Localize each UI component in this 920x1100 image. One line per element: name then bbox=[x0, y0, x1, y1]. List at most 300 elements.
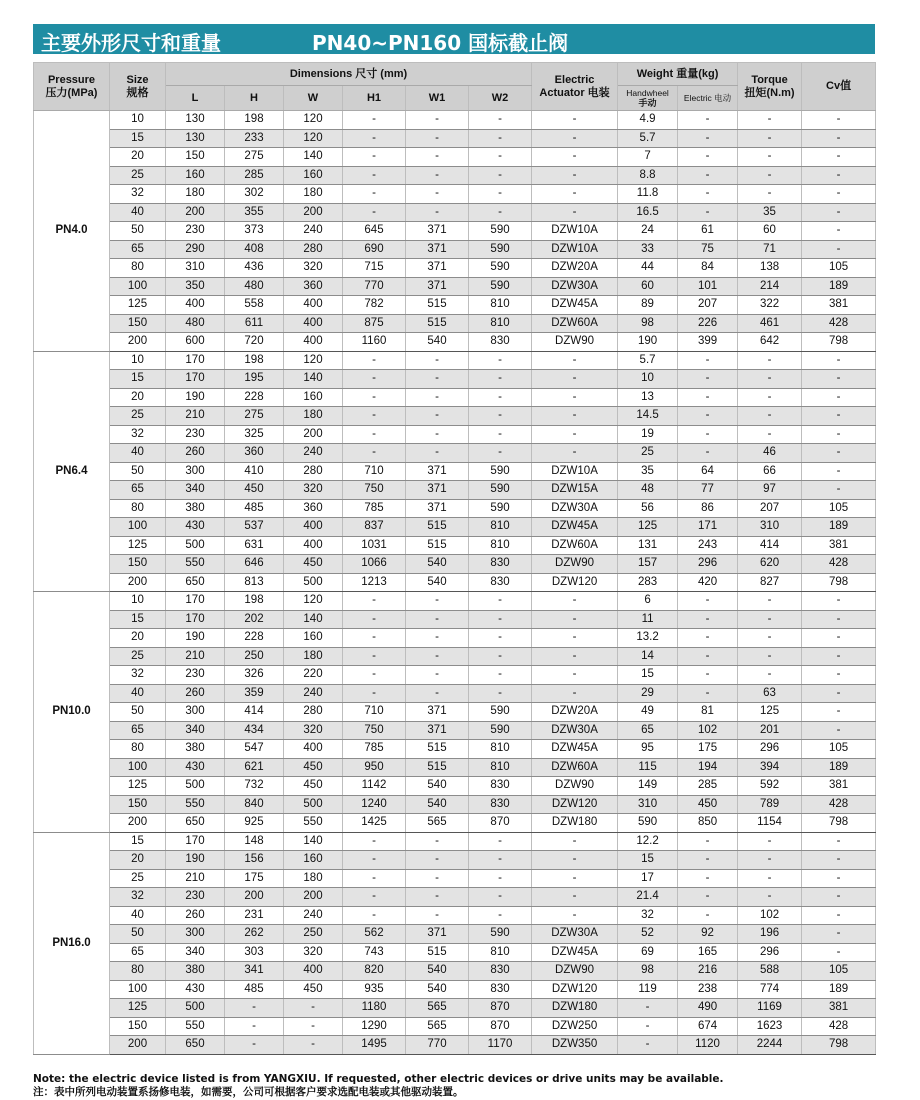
table-cell: 870 bbox=[469, 814, 532, 833]
table-cell: - bbox=[469, 832, 532, 851]
table-cell: 300 bbox=[166, 925, 225, 944]
table-cell: - bbox=[532, 592, 618, 611]
table-cell: - bbox=[802, 203, 876, 222]
table-cell: 63 bbox=[738, 684, 802, 703]
table-cell: - bbox=[532, 610, 618, 629]
table-cell: 105 bbox=[802, 962, 876, 981]
table-cell: - bbox=[618, 1036, 678, 1055]
table-row bbox=[34, 777, 876, 796]
table-cell: - bbox=[678, 869, 738, 888]
table-cell: 732 bbox=[225, 777, 284, 796]
table-cell: - bbox=[678, 111, 738, 130]
table-cell: 590 bbox=[469, 222, 532, 241]
table-cell: 420 bbox=[678, 573, 738, 592]
footnote-en: Note: the electric device listed is from YANGXIU. If requested, other electric devices or drive units may be available. bbox=[33, 1073, 724, 1085]
table-cell: 50 bbox=[110, 925, 166, 944]
table-cell: 590 bbox=[469, 277, 532, 296]
table-cell: 98 bbox=[618, 962, 678, 981]
table-cell: - bbox=[802, 462, 876, 481]
table-cell: 296 bbox=[738, 943, 802, 962]
table-cell: - bbox=[469, 888, 532, 907]
table-cell: 157 bbox=[618, 555, 678, 574]
table-cell: 550 bbox=[284, 814, 343, 833]
table-cell: - bbox=[678, 592, 738, 611]
table-cell: 340 bbox=[166, 481, 225, 500]
table-cell: 400 bbox=[284, 296, 343, 315]
table-cell: 150 bbox=[110, 555, 166, 574]
table-cell: 280 bbox=[284, 240, 343, 259]
table-cell: - bbox=[343, 684, 406, 703]
table-cell: 642 bbox=[738, 333, 802, 352]
table-row bbox=[34, 555, 876, 574]
table-cell: 360 bbox=[284, 277, 343, 296]
table-cell: 1290 bbox=[343, 1017, 406, 1036]
table-cell: 935 bbox=[343, 980, 406, 999]
table-cell: 355 bbox=[225, 203, 284, 222]
table-cell: 198 bbox=[225, 111, 284, 130]
table-cell: - bbox=[469, 185, 532, 204]
table-cell: 150 bbox=[110, 314, 166, 333]
table-cell: 715 bbox=[343, 259, 406, 278]
table-cell: - bbox=[406, 203, 469, 222]
table-cell: 32 bbox=[110, 666, 166, 685]
table-cell: 850 bbox=[678, 814, 738, 833]
table-cell: 798 bbox=[802, 333, 876, 352]
table-cell: 65 bbox=[110, 481, 166, 500]
table-cell: 590 bbox=[469, 462, 532, 481]
table-cell: DZW10A bbox=[532, 240, 618, 259]
table-cell: DZW250 bbox=[532, 1017, 618, 1036]
table-cell: - bbox=[802, 370, 876, 389]
table-cell: 200 bbox=[284, 425, 343, 444]
table-cell: 1425 bbox=[343, 814, 406, 833]
table-cell: - bbox=[532, 129, 618, 148]
table-cell: 125 bbox=[110, 296, 166, 315]
table-cell: 46 bbox=[738, 444, 802, 463]
table-cell: - bbox=[738, 351, 802, 370]
table-cell: DZW30A bbox=[532, 277, 618, 296]
table-cell: 810 bbox=[469, 314, 532, 333]
table-cell: 200 bbox=[284, 203, 343, 222]
table-cell: 175 bbox=[225, 869, 284, 888]
table-cell: 830 bbox=[469, 962, 532, 981]
header-dim-w2: W2 bbox=[469, 86, 532, 111]
table-cell: - bbox=[469, 203, 532, 222]
table-cell: 810 bbox=[469, 518, 532, 537]
table-cell: 1066 bbox=[343, 555, 406, 574]
table-cell: - bbox=[802, 351, 876, 370]
table-cell: 300 bbox=[166, 703, 225, 722]
table-cell: - bbox=[406, 666, 469, 685]
table-cell: DZW350 bbox=[532, 1036, 618, 1055]
table-cell: - bbox=[532, 425, 618, 444]
table-cell: 125 bbox=[110, 536, 166, 555]
table-row bbox=[34, 166, 876, 185]
table-cell: - bbox=[406, 407, 469, 426]
table-cell: 5.7 bbox=[618, 129, 678, 148]
table-cell: 65 bbox=[110, 721, 166, 740]
table-cell: 590 bbox=[469, 925, 532, 944]
table-cell: 490 bbox=[678, 999, 738, 1018]
table-cell: 260 bbox=[166, 906, 225, 925]
table-row bbox=[34, 203, 876, 222]
table-cell: 214 bbox=[738, 277, 802, 296]
table-cell: - bbox=[469, 869, 532, 888]
table-cell: 6 bbox=[618, 592, 678, 611]
table-cell: 21.4 bbox=[618, 888, 678, 907]
table-cell: - bbox=[802, 851, 876, 870]
table-cell: - bbox=[532, 888, 618, 907]
table-cell: 15 bbox=[110, 610, 166, 629]
header-cv: Cv值 bbox=[802, 63, 876, 111]
title-right: PN40~PN160 国标截止阀 bbox=[312, 31, 569, 55]
table-cell: - bbox=[802, 185, 876, 204]
table-cell: 830 bbox=[469, 980, 532, 999]
table-row bbox=[34, 703, 876, 722]
table-cell: 558 bbox=[225, 296, 284, 315]
table-cell: DZW10A bbox=[532, 462, 618, 481]
table-cell: 228 bbox=[225, 629, 284, 648]
table-cell: 810 bbox=[469, 943, 532, 962]
table-cell: - bbox=[802, 684, 876, 703]
table-cell: 371 bbox=[406, 277, 469, 296]
table-cell: 66 bbox=[738, 462, 802, 481]
table-cell: 189 bbox=[802, 758, 876, 777]
table-cell: 140 bbox=[284, 832, 343, 851]
table-cell: - bbox=[532, 351, 618, 370]
table-row bbox=[34, 518, 876, 537]
table-cell: 360 bbox=[225, 444, 284, 463]
table-cell: 210 bbox=[166, 869, 225, 888]
table-cell: 125 bbox=[738, 703, 802, 722]
table-cell: - bbox=[532, 444, 618, 463]
table-cell: DZW15A bbox=[532, 481, 618, 500]
table-cell: - bbox=[802, 666, 876, 685]
table-cell: 320 bbox=[284, 721, 343, 740]
table-row bbox=[34, 351, 876, 370]
table-cell: 190 bbox=[166, 388, 225, 407]
table-cell: 320 bbox=[284, 259, 343, 278]
table-cell: 98 bbox=[618, 314, 678, 333]
table-row bbox=[34, 758, 876, 777]
table-cell: 10 bbox=[110, 111, 166, 130]
table-cell: 100 bbox=[110, 980, 166, 999]
table-cell: 102 bbox=[738, 906, 802, 925]
table-cell: 15 bbox=[110, 129, 166, 148]
table-cell: 275 bbox=[225, 407, 284, 426]
table-cell: 381 bbox=[802, 536, 876, 555]
table-cell: - bbox=[406, 370, 469, 389]
table-cell: 280 bbox=[284, 703, 343, 722]
table-cell: 240 bbox=[284, 684, 343, 703]
table-cell: 500 bbox=[284, 573, 343, 592]
table-cell: DZW30A bbox=[532, 499, 618, 518]
table-cell: 340 bbox=[166, 943, 225, 962]
table-cell: 515 bbox=[406, 536, 469, 555]
table-cell: - bbox=[406, 444, 469, 463]
table-cell: - bbox=[738, 869, 802, 888]
table-cell: - bbox=[343, 166, 406, 185]
table-cell: - bbox=[738, 851, 802, 870]
table-cell: 830 bbox=[469, 777, 532, 796]
table-cell: - bbox=[343, 647, 406, 666]
table-cell: 631 bbox=[225, 536, 284, 555]
header-weight: Weight 重量(kg) bbox=[618, 63, 738, 86]
table-row bbox=[34, 462, 876, 481]
table-cell: 230 bbox=[166, 888, 225, 907]
table-cell: 430 bbox=[166, 758, 225, 777]
table-cell: - bbox=[532, 832, 618, 851]
table-cell: 547 bbox=[225, 740, 284, 759]
table-cell: - bbox=[802, 647, 876, 666]
table-row bbox=[34, 370, 876, 389]
table-cell: 119 bbox=[618, 980, 678, 999]
table-row bbox=[34, 333, 876, 352]
table-cell: 450 bbox=[225, 481, 284, 500]
table-cell: 515 bbox=[406, 296, 469, 315]
table-cell: - bbox=[343, 111, 406, 130]
table-cell: 175 bbox=[678, 740, 738, 759]
table-cell: 720 bbox=[225, 333, 284, 352]
table-cell: 485 bbox=[225, 499, 284, 518]
table-cell: 285 bbox=[225, 166, 284, 185]
table-cell: - bbox=[802, 481, 876, 500]
table-cell: 130 bbox=[166, 129, 225, 148]
table-cell: - bbox=[343, 629, 406, 648]
table-cell: 25 bbox=[110, 869, 166, 888]
table-cell: 326 bbox=[225, 666, 284, 685]
table-row bbox=[34, 425, 876, 444]
table-cell: - bbox=[343, 906, 406, 925]
table-row bbox=[34, 481, 876, 500]
table-cell: 810 bbox=[469, 740, 532, 759]
table-cell: 540 bbox=[406, 980, 469, 999]
table-cell: - bbox=[406, 111, 469, 130]
table-cell: 500 bbox=[166, 536, 225, 555]
table-cell: 8.8 bbox=[618, 166, 678, 185]
table-cell: 260 bbox=[166, 444, 225, 463]
table-cell: 216 bbox=[678, 962, 738, 981]
table-cell: - bbox=[469, 351, 532, 370]
table-cell: 131 bbox=[618, 536, 678, 555]
table-cell: 300 bbox=[166, 462, 225, 481]
table-cell: 674 bbox=[678, 1017, 738, 1036]
table-cell: - bbox=[469, 425, 532, 444]
table-cell: DZW60A bbox=[532, 536, 618, 555]
table-row bbox=[34, 1036, 876, 1055]
table-cell: - bbox=[469, 370, 532, 389]
table-cell: - bbox=[532, 666, 618, 685]
table-cell: - bbox=[678, 647, 738, 666]
table-cell: 565 bbox=[406, 999, 469, 1018]
table-cell: - bbox=[225, 1036, 284, 1055]
table-cell: 1120 bbox=[678, 1036, 738, 1055]
table-cell: 320 bbox=[284, 481, 343, 500]
table-cell: - bbox=[343, 610, 406, 629]
table-cell: DZW60A bbox=[532, 758, 618, 777]
table-cell: 830 bbox=[469, 573, 532, 592]
table-cell: DZW10A bbox=[532, 222, 618, 241]
table-cell: 785 bbox=[343, 499, 406, 518]
table-cell: - bbox=[343, 407, 406, 426]
table-cell: 650 bbox=[166, 573, 225, 592]
table-row bbox=[34, 185, 876, 204]
table-cell: 170 bbox=[166, 610, 225, 629]
table-cell: 750 bbox=[343, 721, 406, 740]
table-cell: 14.5 bbox=[618, 407, 678, 426]
table-cell: - bbox=[678, 388, 738, 407]
table-row bbox=[34, 129, 876, 148]
table-cell: 621 bbox=[225, 758, 284, 777]
table-row bbox=[34, 740, 876, 759]
table-cell: 240 bbox=[284, 222, 343, 241]
table-row bbox=[34, 684, 876, 703]
table-cell: 565 bbox=[406, 814, 469, 833]
table-cell: - bbox=[532, 111, 618, 130]
table-cell: 48 bbox=[618, 481, 678, 500]
table-cell: 33 bbox=[618, 240, 678, 259]
table-cell: 140 bbox=[284, 610, 343, 629]
table-cell: - bbox=[802, 111, 876, 130]
table-cell: 170 bbox=[166, 832, 225, 851]
table-cell: 10 bbox=[110, 351, 166, 370]
table-cell: 798 bbox=[802, 1036, 876, 1055]
table-cell: 231 bbox=[225, 906, 284, 925]
table-cell: 50 bbox=[110, 462, 166, 481]
table-cell: 373 bbox=[225, 222, 284, 241]
table-cell: 81 bbox=[678, 703, 738, 722]
table-cell: 228 bbox=[225, 388, 284, 407]
table-row bbox=[34, 111, 876, 130]
table-cell: - bbox=[738, 888, 802, 907]
table-cell: 95 bbox=[618, 740, 678, 759]
table-cell: - bbox=[343, 370, 406, 389]
table-cell: - bbox=[532, 906, 618, 925]
table-cell: 105 bbox=[802, 740, 876, 759]
table-cell: 12.2 bbox=[618, 832, 678, 851]
table-cell: - bbox=[738, 185, 802, 204]
table-cell: - bbox=[532, 407, 618, 426]
table-cell: 371 bbox=[406, 462, 469, 481]
table-cell: 540 bbox=[406, 777, 469, 796]
table-cell: 238 bbox=[678, 980, 738, 999]
table-cell: - bbox=[738, 148, 802, 167]
table-cell: 240 bbox=[284, 906, 343, 925]
table-cell: 400 bbox=[284, 536, 343, 555]
table-cell: - bbox=[343, 425, 406, 444]
table-cell: - bbox=[343, 129, 406, 148]
table-cell: 75 bbox=[678, 240, 738, 259]
table-cell: - bbox=[225, 1017, 284, 1036]
table-cell: 690 bbox=[343, 240, 406, 259]
table-cell: 810 bbox=[469, 758, 532, 777]
table-cell: - bbox=[678, 666, 738, 685]
table-cell: 950 bbox=[343, 758, 406, 777]
table-cell: - bbox=[678, 629, 738, 648]
table-cell: - bbox=[802, 407, 876, 426]
table-cell: - bbox=[738, 610, 802, 629]
table-cell: 280 bbox=[284, 462, 343, 481]
table-cell: 102 bbox=[678, 721, 738, 740]
table-cell: 436 bbox=[225, 259, 284, 278]
table-cell: - bbox=[738, 388, 802, 407]
table-cell: 1031 bbox=[343, 536, 406, 555]
table-cell: 827 bbox=[738, 573, 802, 592]
table-cell: 360 bbox=[284, 499, 343, 518]
table-cell: - bbox=[225, 999, 284, 1018]
footnote-cn: 注：表中所列电动装置系扬修电装，如需要，公司可根据客户要求选配电装或其他驱动装置。 bbox=[33, 1085, 464, 1098]
table-cell: - bbox=[406, 629, 469, 648]
table-cell: 322 bbox=[738, 296, 802, 315]
table-cell: - bbox=[802, 388, 876, 407]
table-cell: - bbox=[618, 1017, 678, 1036]
table-cell: - bbox=[532, 203, 618, 222]
table-cell: 60 bbox=[738, 222, 802, 241]
table-cell: 170 bbox=[166, 592, 225, 611]
table-cell: 171 bbox=[678, 518, 738, 537]
table-cell: 590 bbox=[469, 703, 532, 722]
table-cell: 296 bbox=[678, 555, 738, 574]
table-cell: - bbox=[469, 388, 532, 407]
table-cell: 414 bbox=[225, 703, 284, 722]
table-cell: 200 bbox=[110, 1036, 166, 1055]
table-cell: 243 bbox=[678, 536, 738, 555]
table-cell: - bbox=[469, 647, 532, 666]
table-cell: 10 bbox=[618, 370, 678, 389]
table-cell: 20 bbox=[110, 148, 166, 167]
table-cell: 371 bbox=[406, 721, 469, 740]
table-cell: 230 bbox=[166, 222, 225, 241]
table-cell: - bbox=[678, 407, 738, 426]
table-cell: DZW60A bbox=[532, 314, 618, 333]
table-cell: DZW120 bbox=[532, 573, 618, 592]
table-cell: - bbox=[343, 203, 406, 222]
table-cell: - bbox=[406, 906, 469, 925]
table-cell: 207 bbox=[678, 296, 738, 315]
table-cell: 150 bbox=[166, 148, 225, 167]
table-cell: 86 bbox=[678, 499, 738, 518]
table-row bbox=[34, 388, 876, 407]
table-cell: 870 bbox=[469, 1017, 532, 1036]
table-cell: 774 bbox=[738, 980, 802, 999]
table-cell: 25 bbox=[110, 647, 166, 666]
table-cell: 371 bbox=[406, 703, 469, 722]
table-cell: - bbox=[406, 684, 469, 703]
table-cell: 65 bbox=[110, 240, 166, 259]
table-cell: 80 bbox=[110, 962, 166, 981]
table-cell: 515 bbox=[406, 314, 469, 333]
table-cell: - bbox=[802, 629, 876, 648]
header-actuator: Electric Actuator 电装 bbox=[532, 63, 618, 111]
table-row bbox=[34, 888, 876, 907]
table-cell: 810 bbox=[469, 296, 532, 315]
table-cell: 189 bbox=[802, 980, 876, 999]
table-cell: 100 bbox=[110, 277, 166, 296]
table-cell: - bbox=[738, 832, 802, 851]
table-cell: DZW180 bbox=[532, 814, 618, 833]
table-cell: - bbox=[802, 906, 876, 925]
table-cell: 341 bbox=[225, 962, 284, 981]
table-cell: 380 bbox=[166, 962, 225, 981]
table-cell: 1154 bbox=[738, 814, 802, 833]
table-cell: 1213 bbox=[343, 573, 406, 592]
table-cell: - bbox=[678, 610, 738, 629]
table-cell: 20 bbox=[110, 629, 166, 648]
footnote bbox=[33, 1073, 724, 1098]
table-cell: 7 bbox=[618, 148, 678, 167]
table-cell: - bbox=[802, 888, 876, 907]
table-cell: 89 bbox=[618, 296, 678, 315]
